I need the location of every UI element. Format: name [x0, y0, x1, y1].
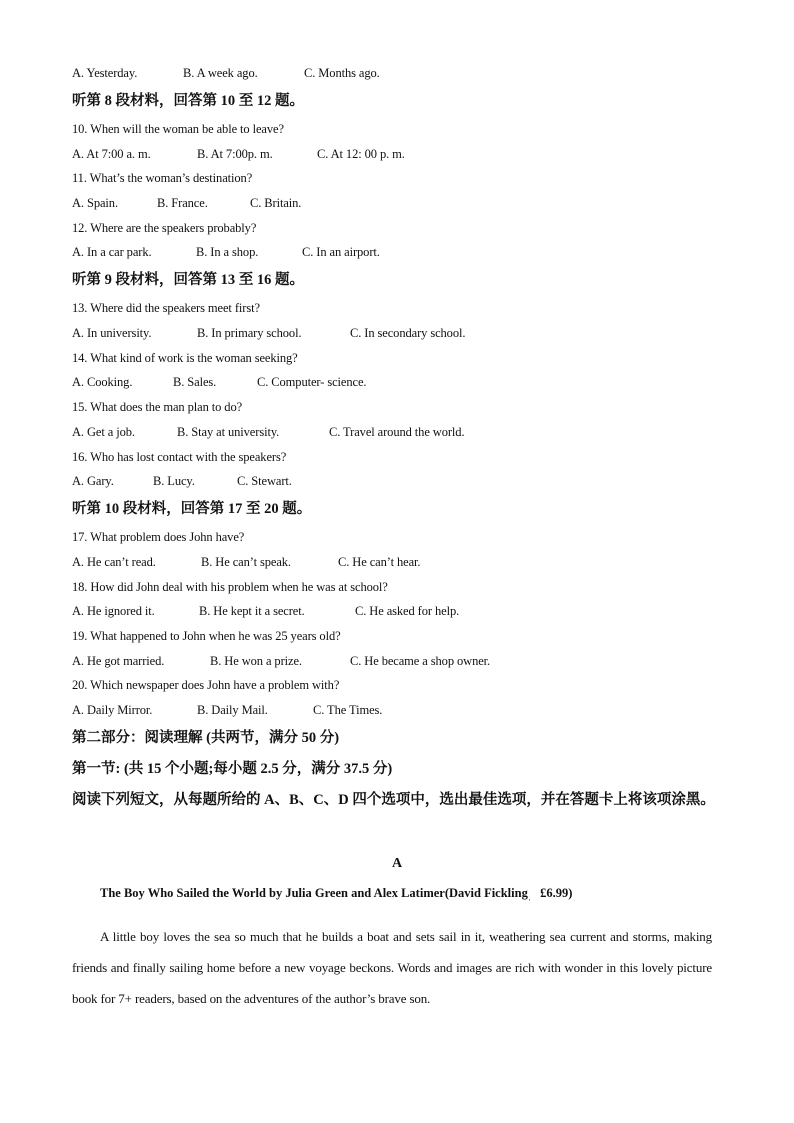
- option-a: A. Yesterday.: [72, 66, 138, 80]
- option-a: A. In a car park.: [72, 245, 152, 259]
- option-b: B. In primary school.: [197, 326, 302, 340]
- section-10-heading: 听第 10 段材料，回答第 17 至 20 题。: [72, 501, 312, 517]
- option-c: C. In an airport.: [302, 245, 380, 259]
- option-b: B. In a shop.: [196, 245, 259, 259]
- option-a: A. He ignored it.: [72, 604, 155, 618]
- passage-paragraph: A little boy loves the sea so much that he builds a boat and sets sail in it, weathering sea current and storms, making friends and finally sailing home before a new voyage beckons. Words and images are rich with wonder in this lovely picture book for 7+ readers, based on the adventures of the author’s brave son.: [72, 929, 712, 1006]
- question-text: 13. Where did the speakers meet first?: [72, 301, 260, 315]
- option-c: C. Stewart.: [237, 474, 292, 488]
- part-2-heading: 第二部分：阅读理解 (共两节，满分 50 分): [72, 730, 340, 746]
- option-c: C. At 12: 00 p. m.: [317, 147, 405, 161]
- option-a: A. Cooking.: [72, 375, 133, 389]
- option-a: A. In university.: [72, 326, 152, 340]
- option-a: A. Spain.: [72, 196, 118, 210]
- option-b: B. Sales.: [173, 375, 217, 389]
- option-b: B. France.: [157, 196, 208, 210]
- question-text: 14. What kind of work is the woman seeking?: [72, 351, 298, 365]
- option-b: B. Daily Mail.: [197, 703, 268, 717]
- option-a: A. He can’t read.: [72, 555, 156, 569]
- reading-instruction: 阅读下列短文，从每题所给的 A、B、C、D 四个选项中，选出最佳选项，并在答题卡上将该项涂黑。: [72, 792, 715, 808]
- book-title: The Boy Who Sailed the World by Julia Green and Alex Latimer(David Fickling: [100, 886, 528, 900]
- option-c: C. Months ago.: [304, 66, 380, 80]
- option-c: C. He became a shop owner.: [350, 654, 491, 668]
- option-b: B. He kept it a secret.: [199, 604, 305, 618]
- option-b: B. Lucy.: [153, 474, 195, 488]
- option-b: B. He won a prize.: [210, 654, 302, 668]
- question-text: 15. What does the man plan to do?: [72, 400, 243, 414]
- question-text: 19. What happened to John when he was 25 years old?: [72, 629, 341, 643]
- book-title-line: [100, 885, 572, 910]
- option-b: B. At 7:00p. m.: [197, 147, 273, 161]
- question-text: 10. When will the woman be able to leave?: [72, 122, 284, 136]
- option-c: C. He asked for help.: [355, 604, 460, 618]
- option-b: B. Stay at university.: [177, 425, 280, 439]
- option-a: A. Daily Mirror.: [72, 703, 153, 717]
- option-c: C. In secondary school.: [350, 326, 466, 340]
- option-a: A. Get a job.: [72, 425, 135, 439]
- option-a: A. He got married.: [72, 654, 165, 668]
- question-text: 11. What’s the woman’s destination?: [72, 171, 253, 185]
- question-text: 17. What problem does John have?: [72, 530, 245, 544]
- option-a: A. Gary.: [72, 474, 114, 488]
- option-b: B. He can’t speak.: [201, 555, 291, 569]
- book-title-mark: ': [528, 898, 531, 906]
- option-a: A. At 7:00 a. m.: [72, 147, 151, 161]
- option-c: C. The Times.: [313, 703, 383, 717]
- section-8-heading: 听第 8 段材料，回答第 10 至 12 题。: [72, 93, 304, 109]
- question-text: 12. Where are the speakers probably?: [72, 221, 257, 235]
- question-text: 20. Which newspaper does John have a problem with?: [72, 678, 340, 692]
- question-text: 16. Who has lost contact with the speakers?: [72, 450, 287, 464]
- option-b: B. A week ago.: [183, 66, 258, 80]
- option-c: C. Computer- science.: [257, 375, 367, 389]
- section-1-heading: 第一节: (共 15 个小题;每小题 2.5 分，满分 37.5 分): [72, 761, 393, 777]
- option-c: C. Travel around the world.: [329, 425, 465, 439]
- option-c: C. Britain.: [250, 196, 302, 210]
- option-c: C. He can’t hear.: [338, 555, 421, 569]
- question-text: 18. How did John deal with his problem when he was at school?: [72, 580, 388, 594]
- passage-label: A: [391, 856, 403, 871]
- book-price: £6.99): [540, 886, 573, 900]
- section-9-heading: 听第 9 段材料，回答第 13 至 16 题。: [72, 272, 304, 288]
